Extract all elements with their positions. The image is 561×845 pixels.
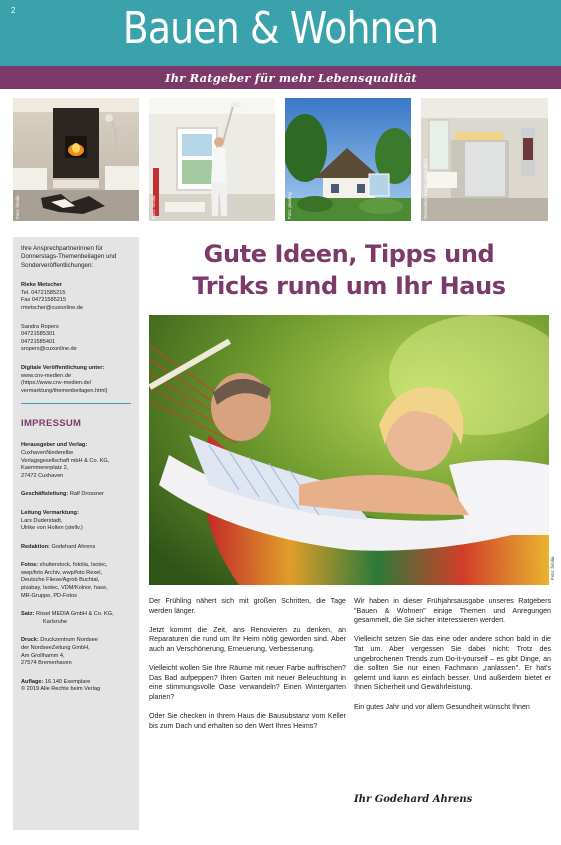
typesetting-line: Rösel MEDIA GmbH & Co. KG, <box>35 611 114 618</box>
marketing-line: Ulrike von Holten (stellv.) <box>21 525 83 532</box>
main-photo-credit: Foto: fotolia <box>550 556 555 580</box>
contact-tel: Tel. 04721585215 <box>21 289 66 296</box>
publisher-line: Kaemmererplatz 2, <box>21 465 69 472</box>
photos-line: shutterstock, fotolia, Isotec, <box>39 562 108 569</box>
impressum-printing <box>21 637 131 667</box>
printing-line: Druckzentrum Nordsee <box>40 637 98 644</box>
photo-bathroom <box>421 98 548 221</box>
copyright: © 2019 Alle Rechte beim Verlag <box>21 686 101 693</box>
author-signature: Ihr Godehard Ahrens <box>354 794 473 805</box>
tagline: Ihr Ratgeber für mehr Lebensqualität <box>165 71 417 85</box>
article-paragraph: Der Frühling nähert sich mit großen Schritten, die Tage werden länger. <box>149 597 346 615</box>
digital-label: Digitale Veröffentlichung unter: <box>21 364 105 371</box>
impressum-circulation <box>21 679 131 694</box>
photo-thatched-house <box>285 98 411 221</box>
article-paragraph: Wir haben in dieser Frühjahrsausgabe unseres Ratgebers "Bauen & Wohnen" einige Themen und Anregungen gesammelt, die Sie sicher interessieren werden. <box>354 597 551 625</box>
photos-line: Deutsche Fliese/Agrob Buchtal, <box>21 577 100 584</box>
impressum-marketing <box>21 510 131 533</box>
header-bar <box>0 0 561 66</box>
photo-credit: Foto: pixabay <box>287 191 292 219</box>
article-paragraph: Vielleicht wollen Sie Ihre Räume mit neuer Farbe auffrischen? Das Bad aufpeppen? Ihren Garten mit neuer Beleuchtung in eine stimmungsvolle Oase verwandeln? Einen Wintergarten planen? <box>149 664 346 701</box>
photo-painter <box>149 98 275 221</box>
contact-tel: 04721585301 <box>21 331 56 338</box>
impressum-photos <box>21 562 131 600</box>
editorial-value: Godehard Ahrens <box>51 543 96 550</box>
impressum-typesetting <box>21 611 131 626</box>
photo-credit: Foto: fotolia <box>15 195 20 219</box>
circulation-value: 16.140 Exemplare <box>44 678 91 685</box>
article-column-2 <box>354 597 551 722</box>
digital-url[interactable]: www.cnv-medien.de <box>21 372 72 379</box>
marketing-line: Lars Duderstadt, <box>21 517 63 524</box>
printing-label: Druck: <box>21 637 39 644</box>
article-paragraph: Ein gutes Jahr und vor allem Gesundheit wünscht Ihnen <box>354 702 530 711</box>
contact-name: Rieke Metscher <box>21 282 63 289</box>
contact-rieke <box>21 282 131 312</box>
contact-fax: Fax 04721585215 <box>21 297 67 304</box>
impressum-publisher <box>21 442 131 480</box>
impressum-management <box>21 491 131 499</box>
tagline-bar <box>0 66 561 89</box>
article-paragraph: Jetzt kommt die Zeit, ans Renovieren zu denken, an Reparaturen die rund um Ihr Heim nötig geworden sind. Aber auch an Verschönerung, Erneuerung, Verbesserung. <box>149 625 346 653</box>
printing-line: der NordseeZeitung GmbH, <box>21 645 90 652</box>
masthead-title: Bauen & Wohnen <box>122 3 439 54</box>
sidebar-contacts <box>13 237 139 830</box>
photo-credit: Deutsches Bauen AgenturBild <box>423 159 428 219</box>
typesetting-line: Karlsruhe <box>43 618 67 625</box>
digital-url-full-2[interactable]: vermarktung/themenbeilagen.html) <box>21 387 108 394</box>
photos-label: Fotos: <box>21 562 39 569</box>
marketing-label: Leitung Vermarktung: <box>21 509 79 516</box>
publisher-line: CuxhavenNiederelbe <box>21 449 74 456</box>
photos-line: MR-Gruppe, PD-Fotos <box>21 592 77 599</box>
publisher-line: 27472 Cuxhaven <box>21 472 64 479</box>
digital-publication <box>21 365 131 395</box>
impressum-editorial <box>21 544 131 552</box>
editorial-label: Redaktion: <box>21 543 50 550</box>
management-value: Ralf Drossner <box>69 491 105 498</box>
management-label: Geschäftsleitung: <box>21 491 69 498</box>
photos-line: wwp/foto Archiv, wwp/foto Rexel, <box>21 569 103 576</box>
article-paragraph: Oder Sie checken in Ihrem Haus die Bausubstanz vom Keller bis zum Dach und erhalten so den Wert Ihres Heims? <box>149 712 346 730</box>
hammock-couple-photo <box>149 315 549 585</box>
typesetting-label: Satz: <box>21 611 35 618</box>
contact-fax: 04721585401 <box>21 338 56 345</box>
headline-line-2: Tricks rund um Ihr Haus <box>192 272 506 300</box>
headline-line-1: Gute Ideen, Tipps und <box>203 240 495 268</box>
article-headline <box>149 238 549 302</box>
article-column-1 <box>149 597 346 741</box>
sidebar-intro: Ihre Ansprechpartnerinnen für Donnerstags-Themenbeilagen und Sonderveröffentlichungen: <box>21 245 117 269</box>
photos-line: pixabay, Isotec, VDM/Kolnor, hase, <box>21 585 108 592</box>
circulation-label: Auflage: <box>21 678 44 685</box>
contact-name: Sandra Ropers <box>21 323 59 330</box>
photo-credit: Foto: fotolia <box>151 195 156 219</box>
article-paragraph: Vielleicht setzen Sie das eine oder andere schon bald in die Tat um. Aber vergessen Sie dabei nicht: Trotz des ungebrochenen Trends zum Do-it-yourself – es gibt Dinge, an die sollten Sie nur einen Fachmann „ranlassen". Er hat's gelernt und kann es einfach besser. Und außerdem bietet er Ihnen Sicherheit und Gewährleistung. <box>354 635 551 692</box>
contact-email[interactable]: sropers@cuxonline.de <box>21 346 77 353</box>
impressum-title: IMPRESSUM <box>21 418 82 430</box>
contact-email[interactable]: rmetscher@cuxonline.de <box>21 305 83 311</box>
contact-sandra <box>21 324 131 354</box>
printing-line: 27574 Bremerhaven <box>21 660 72 667</box>
digital-url-full-1[interactable]: (https://www.cnv-medien.de/ <box>21 380 92 387</box>
publisher-label: Herausgeber und Verlag: <box>21 442 88 449</box>
sidebar-divider <box>21 403 131 404</box>
printing-line: Am Grollhamm 4, <box>21 652 65 659</box>
publisher-line: Verlagsgesellschaft mbH & Co. KG, <box>21 457 110 464</box>
page-number: 2 <box>11 6 16 15</box>
photo-living-room <box>13 98 139 221</box>
